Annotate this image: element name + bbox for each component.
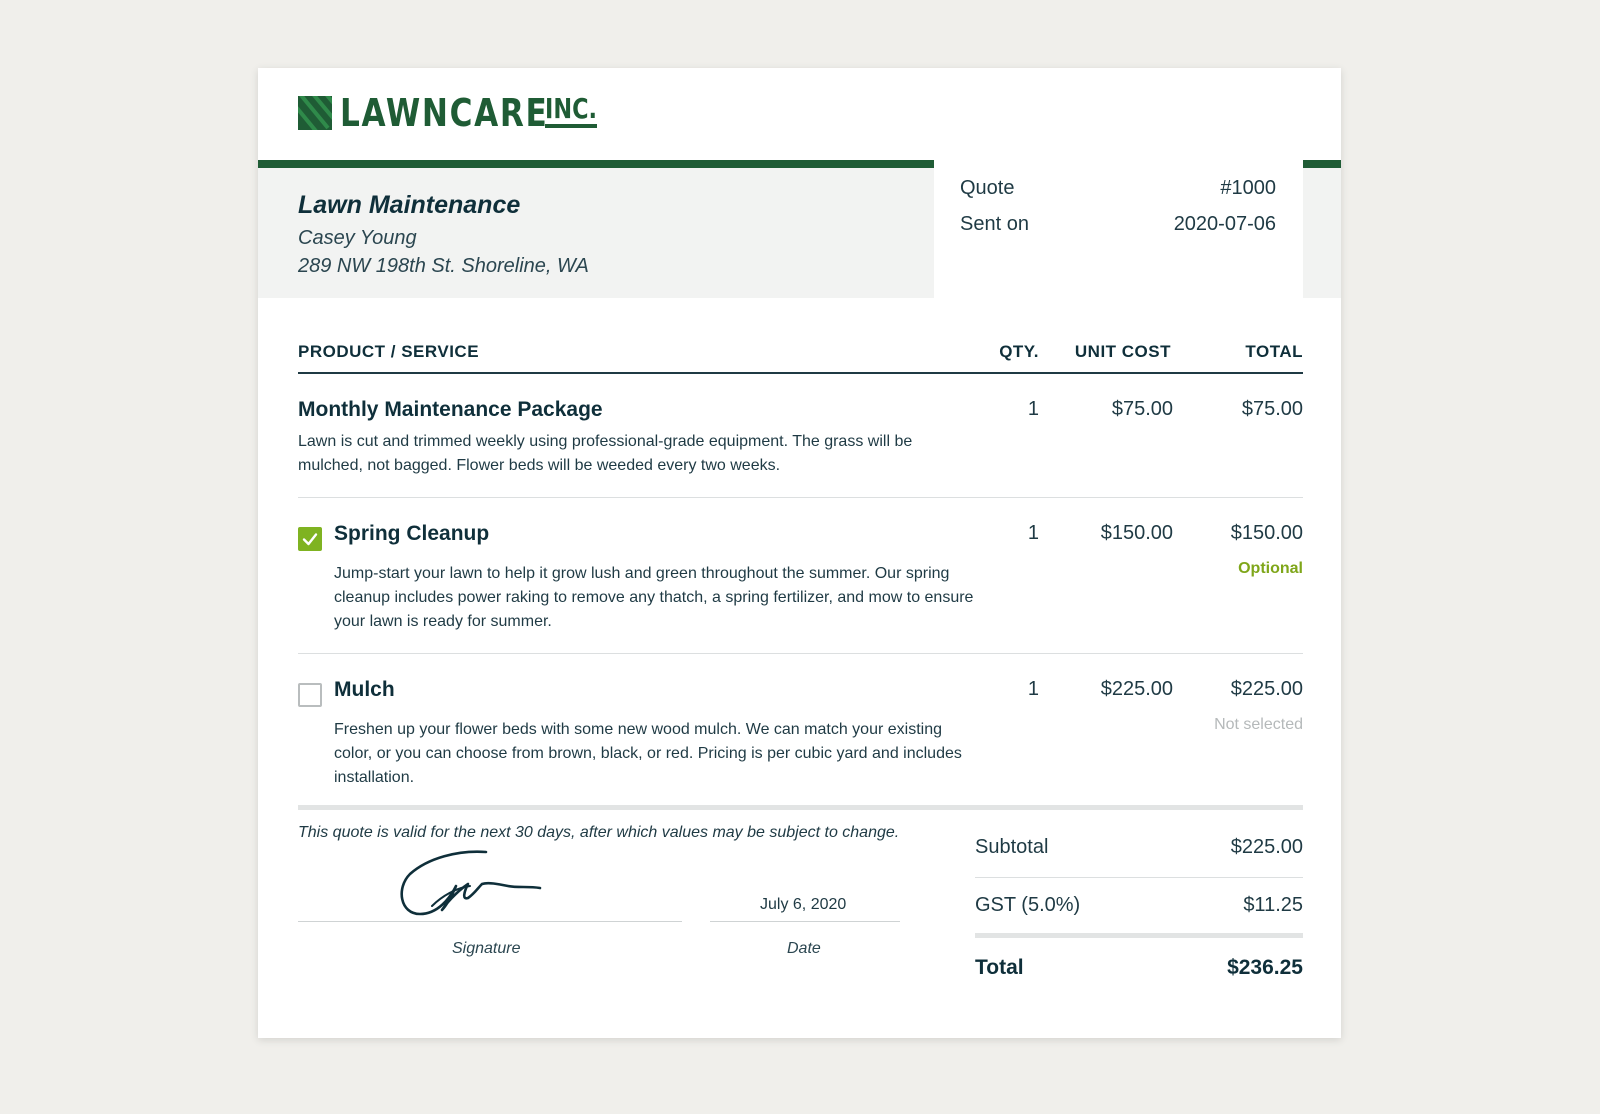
item-total: $75.00 xyxy=(1241,398,1303,420)
company-logo xyxy=(298,91,598,135)
signed-date: July 6, 2020 xyxy=(760,896,847,913)
tax-label: GST (5.0%) xyxy=(975,894,1081,916)
item-unit-cost: $225.00 xyxy=(1100,678,1173,700)
signature-icon xyxy=(398,848,543,920)
sent-on-date: 2020-07-06 xyxy=(1173,213,1276,235)
column-header-total: TOTAL xyxy=(1245,342,1303,361)
item-qty: 1 xyxy=(1027,522,1039,544)
column-header-qty: QTY. xyxy=(999,342,1039,361)
quote-label: Quote xyxy=(960,177,1015,199)
item-name: Monthly Maintenance Package xyxy=(298,398,603,421)
item-total: $225.00 xyxy=(1230,678,1303,700)
quote-document xyxy=(258,68,1341,1038)
header xyxy=(258,68,1341,160)
grand-total-label: Total xyxy=(975,956,1024,979)
optional-badge: Optional xyxy=(1238,560,1303,577)
item-description: Lawn is cut and trimmed weekly using professional-grade equipment. The grass will be mulched, not bagged. Flower beds will be weeded every two weeks. xyxy=(298,433,913,474)
item-unit-cost: $75.00 xyxy=(1111,398,1173,420)
table-header xyxy=(298,340,1303,374)
totals-panel xyxy=(975,818,1303,998)
item-description: Jump-start your lawn to help it grow lush and green throughout the summer. Our spring cleanup includes power raking to remove any thatch, a spring fertilizer, and mow to ensure your lawn is ready for summer. xyxy=(334,565,974,630)
sent-on-row xyxy=(960,213,1276,236)
quote-number-row xyxy=(960,177,1276,200)
validity-note: This quote is valid for the next 30 days, after which values may be subject to change. xyxy=(298,824,900,841)
item-total: $150.00 xyxy=(1230,522,1303,544)
tax-value: $11.25 xyxy=(1243,894,1303,916)
signature-line xyxy=(298,921,682,922)
item-qty: 1 xyxy=(1027,398,1039,420)
table-row xyxy=(298,654,1303,810)
company-name: LAWNCARE xyxy=(340,91,549,135)
column-header-product: PRODUCT / SERVICE xyxy=(298,342,480,361)
item-name: Mulch xyxy=(334,678,395,701)
subtotal-value: $225.00 xyxy=(1230,836,1303,858)
client-address: 289 NW 198th St. Shoreline, WA xyxy=(298,255,589,277)
lawncare-logo-icon xyxy=(298,96,332,130)
line-items-table xyxy=(298,340,1303,810)
quote-meta xyxy=(934,155,1303,298)
not-selected-badge: Not selected xyxy=(1214,716,1303,733)
item-unit-cost: $150.00 xyxy=(1100,522,1173,544)
grand-total-row xyxy=(975,938,1303,998)
sent-on-label: Sent on xyxy=(960,213,1029,235)
project-info xyxy=(298,190,589,280)
checkmark-icon xyxy=(302,531,318,547)
subtotal-row xyxy=(975,818,1303,878)
item-description: Freshen up your flower beds with some new wood mulch. We can match your existing color, or you can choose from brown, black, or red. Pricing is per cubic yard and includes installation. xyxy=(334,721,962,786)
mulch-checkbox[interactable] xyxy=(298,683,322,707)
client-name: Casey Young xyxy=(298,227,417,249)
tax-row xyxy=(975,878,1303,938)
subtotal-label: Subtotal xyxy=(975,836,1049,858)
date-label: Date xyxy=(787,940,821,957)
project-title: Lawn Maintenance xyxy=(298,191,521,219)
spring-cleanup-checkbox[interactable] xyxy=(298,527,322,551)
signature-label: Signature xyxy=(452,940,521,957)
table-row xyxy=(298,498,1303,654)
grand-total-value: $236.25 xyxy=(1227,956,1303,979)
company-suffix: INC. xyxy=(545,94,597,128)
item-qty: 1 xyxy=(1027,678,1039,700)
quote-number: #1000 xyxy=(1220,177,1276,199)
column-header-unit-cost: UNIT COST xyxy=(1074,342,1171,361)
quote-footer xyxy=(298,818,1303,1018)
date-line xyxy=(710,921,900,922)
item-name: Spring Cleanup xyxy=(334,522,490,545)
table-row xyxy=(298,374,1303,498)
